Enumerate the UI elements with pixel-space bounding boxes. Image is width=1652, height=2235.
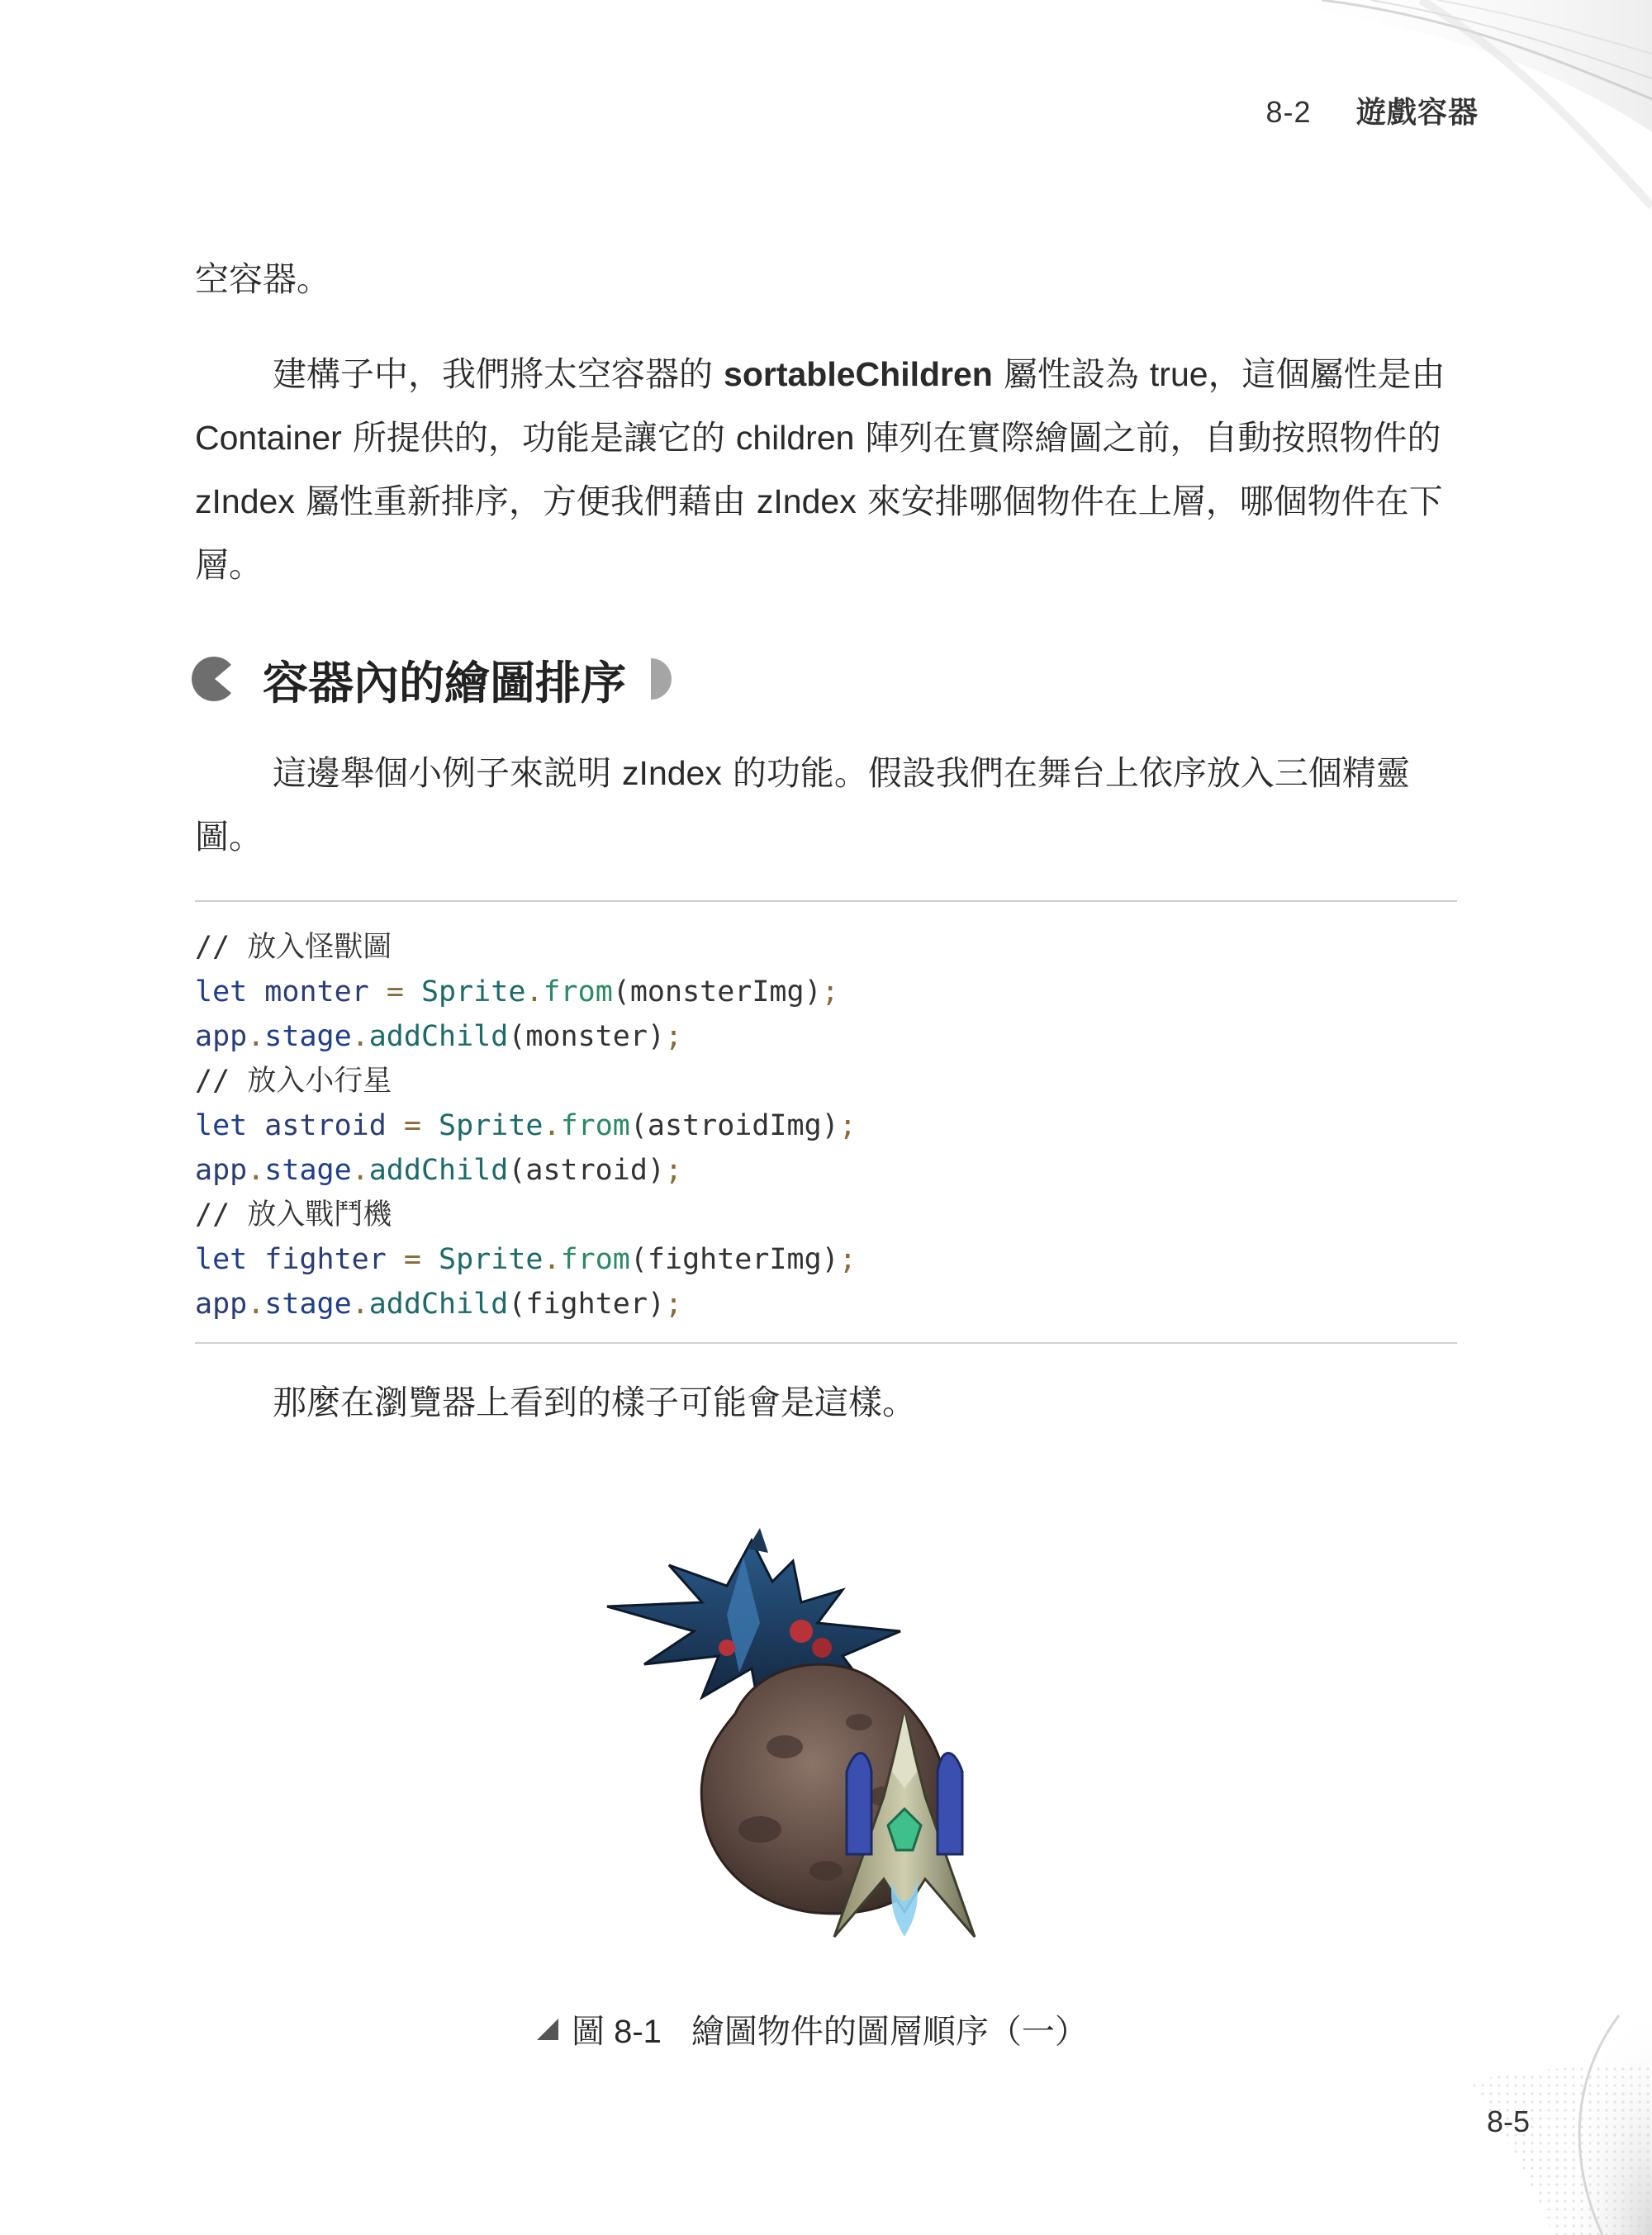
code-args: (fighterImg) (629, 1243, 839, 1276)
term-true: true (1149, 355, 1208, 393)
text-run: 的功能。假設我們在舞台上依序放入三個精靈圖。 (195, 753, 1410, 857)
term-zindex: zIndex (756, 482, 857, 520)
section-number: 8-2 (1265, 95, 1312, 129)
code-block (195, 900, 1457, 1344)
text-run: 這邊舉個小例子來説明 (273, 753, 623, 793)
code-args: (monster) (508, 1020, 665, 1053)
code-punctuation: . (525, 975, 544, 1008)
code-line (195, 1014, 682, 1059)
text-run: 所提供的，功能是讓它的 (341, 418, 736, 458)
code-function: addChild (368, 1154, 509, 1187)
code-punctuation: . (247, 1154, 265, 1187)
code-line (195, 1103, 857, 1148)
code-property: stage (264, 1154, 352, 1187)
text-run: 建構子中，我們將太空容器的 (273, 354, 724, 394)
code-comment: // 放入戰鬥機 (195, 1198, 392, 1231)
section-heading-text: 容器內的繪圖排序 (263, 656, 627, 709)
code-punctuation: . (351, 1020, 369, 1053)
code-function: addChild (368, 1020, 509, 1053)
code-operator: = (386, 975, 404, 1008)
code-keyword: let (195, 1243, 248, 1276)
sprite-layer-figure (595, 1524, 1057, 1970)
section-title: 遊戲容器 (1355, 96, 1479, 130)
code-punctuation: ; (664, 1288, 683, 1321)
code-function: from (543, 975, 613, 1008)
code-line (195, 1282, 682, 1326)
running-head (1266, 89, 1479, 131)
page-number: 8-5 (1487, 2105, 1531, 2138)
paragraph-1: 空容器。 (195, 259, 330, 299)
text-run: 屬性設為 (992, 354, 1150, 394)
code-punctuation: . (247, 1288, 265, 1321)
code-comment: // 放入怪獸圖 (195, 931, 392, 964)
term-sortablechildren: sortableChildren (724, 355, 993, 393)
paragraph-4: 那麼在瀏覽器上看到的樣子可能會是這樣。 (273, 1383, 916, 1422)
code-punctuation: . (543, 1109, 561, 1142)
code-args: (astroidImg) (629, 1109, 839, 1142)
code-function: addChild (368, 1288, 509, 1321)
term-children: children (735, 419, 855, 457)
code-args: (monsterImg) (612, 975, 822, 1008)
code-line (195, 1237, 857, 1282)
text-run: 屬性重新排序，方便我們藉由 (294, 482, 757, 521)
code-property: stage (264, 1020, 352, 1053)
section-heading (192, 643, 676, 715)
code-operator: = (403, 1243, 421, 1276)
code-punctuation: ; (664, 1020, 683, 1053)
triangle-marker-icon (535, 2017, 560, 2042)
code-comment: // 放入小行星 (195, 1065, 392, 1098)
code-identifier: app (195, 1020, 248, 1053)
code-class: Sprite (439, 1109, 544, 1142)
figure-caption-text: 繪圖物件的圖層順序（一） (691, 2013, 1088, 2051)
figure-caption (535, 2005, 1088, 2052)
text-run: ，這個屬性是由 (1208, 354, 1446, 394)
half-circle-end-icon (648, 655, 676, 703)
code-operator: = (403, 1109, 421, 1142)
code-function: from (560, 1109, 630, 1142)
code-identifier: fighter (264, 1243, 387, 1276)
code-identifier: astroid (264, 1109, 387, 1142)
code-line (195, 1148, 682, 1193)
code-identifier: app (195, 1288, 248, 1321)
code-punctuation: ; (821, 975, 839, 1008)
code-punctuation: . (351, 1288, 369, 1321)
code-function: from (560, 1243, 630, 1276)
code-punctuation: . (351, 1154, 369, 1187)
code-class: Sprite (420, 975, 526, 1008)
code-property: stage (264, 1288, 352, 1321)
code-class: Sprite (439, 1243, 544, 1276)
code-punctuation: . (543, 1243, 561, 1276)
term-container: Container (195, 419, 342, 457)
text-run: 陣列在實際繪圖之前，自動按照物件的 (854, 418, 1441, 458)
code-punctuation: . (247, 1020, 265, 1053)
code-punctuation: ; (838, 1109, 857, 1142)
code-args: (astroid) (508, 1154, 665, 1187)
paragraph-3 (195, 742, 1457, 869)
pacman-bullet-icon (192, 653, 238, 705)
text-run: 來安排哪個物件在上層，哪個物件在下層。 (195, 482, 1443, 585)
code-punctuation: ; (664, 1154, 683, 1187)
code-args: (fighter) (508, 1288, 665, 1321)
code-keyword: let (195, 1109, 248, 1142)
code-keyword: let (195, 975, 248, 1008)
code-line (195, 970, 839, 1014)
code-punctuation: ; (838, 1243, 857, 1276)
figure-number: 圖 8-1 (572, 2014, 662, 2050)
code-identifier: monter (264, 975, 369, 1008)
term-zindex: zIndex (622, 754, 722, 792)
term-zindex: zIndex (195, 482, 295, 520)
code-identifier: app (195, 1154, 248, 1187)
paragraph-2 (195, 343, 1457, 597)
